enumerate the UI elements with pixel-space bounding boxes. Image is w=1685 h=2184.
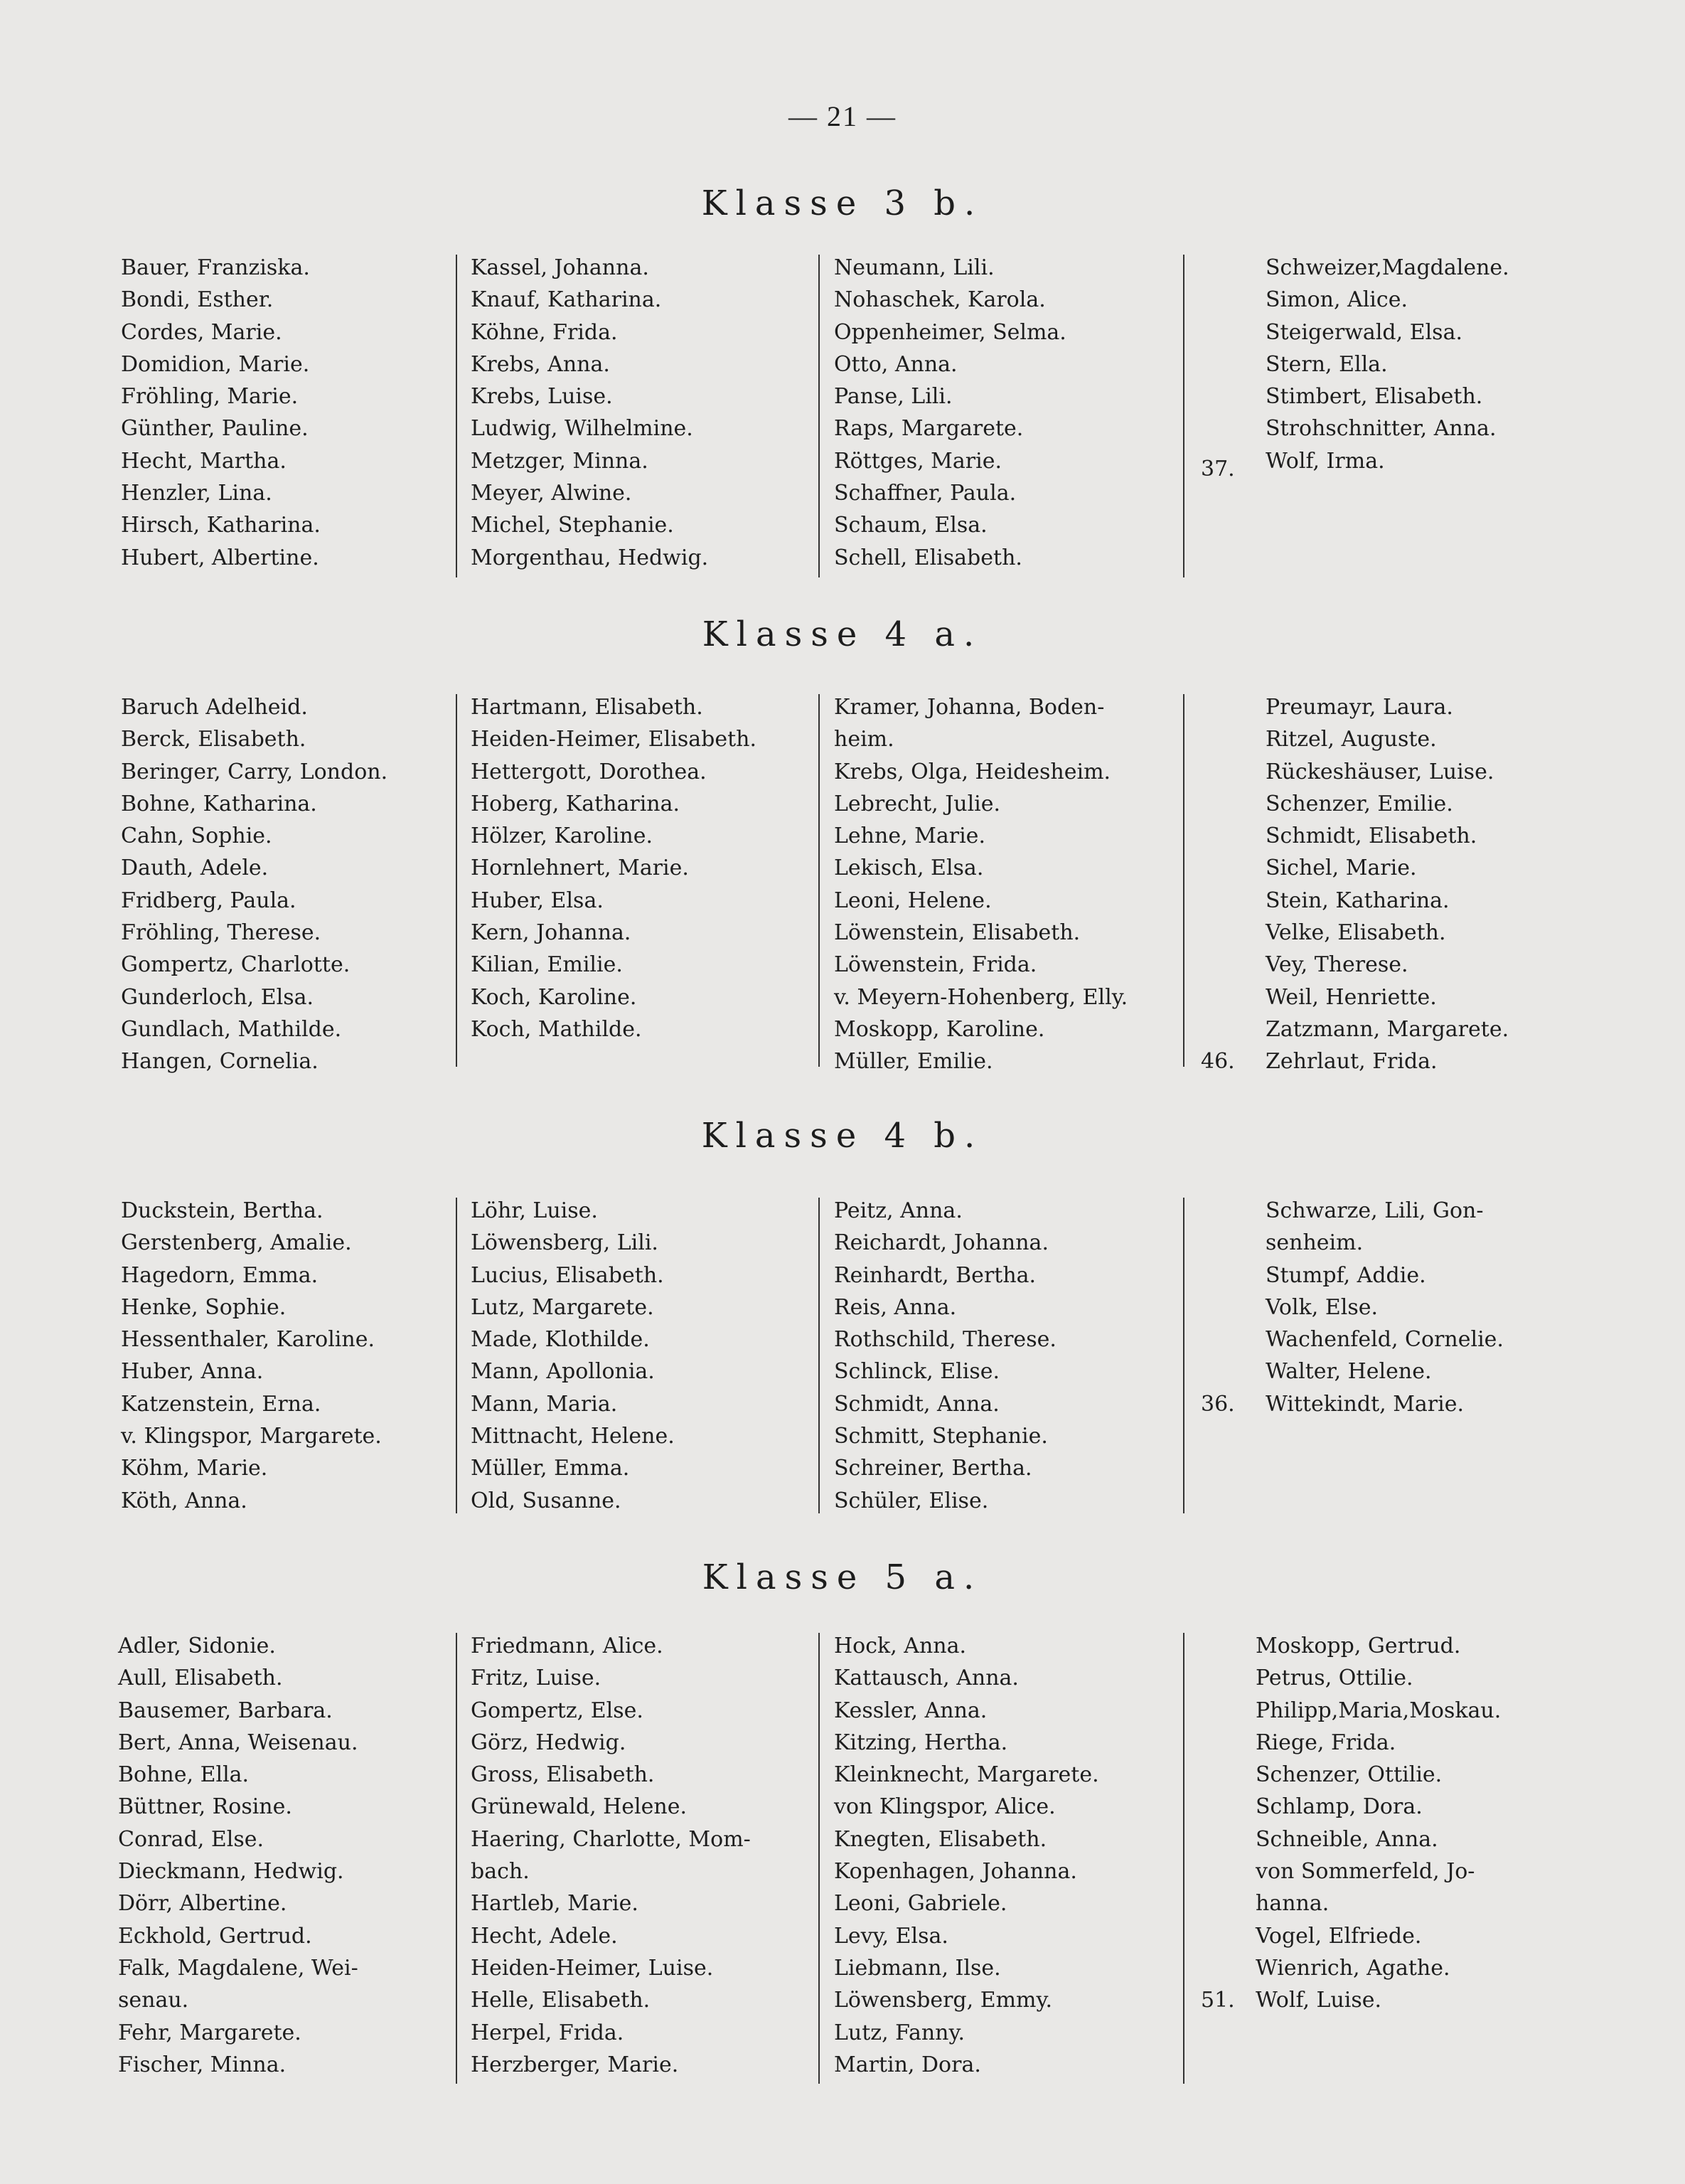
- name-entry: Mann, Apollonia.: [471, 1359, 655, 1385]
- section-title-klasse-4b: Klasse 4 b.: [701, 1116, 984, 1156]
- name-entry: Schwarze, Lili, Gon-: [1266, 1198, 1484, 1223]
- section-3b-count: 37.: [1201, 457, 1235, 481]
- name-entry: Otto, Anna.: [834, 351, 958, 377]
- column-divider: [1183, 694, 1184, 1067]
- name-entry: Bauer, Franziska.: [121, 255, 310, 280]
- name-entry: Berck, Elisabeth.: [121, 727, 306, 752]
- name-entry: Gross, Elisabeth.: [471, 1762, 655, 1788]
- name-entry: Gerstenberg, Amalie.: [121, 1230, 352, 1256]
- name-entry: Wolf, Irma.: [1266, 448, 1385, 474]
- name-entry: Gunderloch, Elsa.: [121, 984, 314, 1010]
- section-4b-count: 36.: [1201, 1392, 1235, 1417]
- name-entry: Kitzing, Hertha.: [834, 1730, 1008, 1755]
- section-4a-column-1: [121, 691, 387, 1078]
- section-4b-column-2: [471, 1195, 675, 1517]
- name-entry: Gompertz, Charlotte.: [121, 952, 351, 978]
- name-entry: Schreiner, Bertha.: [834, 1456, 1032, 1481]
- name-entry: Hirsch, Katharina.: [121, 513, 321, 538]
- column-divider: [456, 1633, 457, 2084]
- name-entry: Philipp,Maria,Moskau.: [1256, 1698, 1502, 1723]
- name-entry: Reinhardt, Bertha.: [834, 1262, 1037, 1288]
- name-entry: Hangen, Cornelia.: [121, 1049, 319, 1075]
- name-entry: Knauf, Katharina.: [471, 287, 662, 313]
- name-entry: Hartleb, Marie.: [471, 1891, 638, 1917]
- name-entry: Zehrlaut, Frida.: [1266, 1049, 1438, 1075]
- name-entry: Vey, Therese.: [1266, 952, 1408, 978]
- section-5a-column-1: [118, 1630, 358, 2081]
- column-divider: [818, 1633, 820, 2084]
- name-entry: Heiden-Heimer, Luise.: [471, 1955, 714, 1981]
- name-entry: Liebmann, Ilse.: [834, 1955, 1001, 1981]
- name-entry: Löwenstein, Frida.: [834, 952, 1037, 978]
- section-3b-column-2: [471, 252, 708, 574]
- name-entry: Leoni, Gabriele.: [834, 1891, 1007, 1917]
- name-entry: Hock, Anna.: [834, 1634, 967, 1658]
- name-entry: Grünewald, Helene.: [471, 1794, 688, 1820]
- name-entry: Büttner, Rosine.: [118, 1794, 292, 1820]
- name-entry: Metzger, Minna.: [471, 448, 648, 474]
- name-entry: Köhne, Frida.: [471, 319, 618, 345]
- name-entry: Görz, Hedwig.: [471, 1730, 626, 1755]
- name-entry: Levy, Elsa.: [834, 1923, 948, 1949]
- name-entry: Schüler, Elise.: [834, 1488, 989, 1513]
- name-entry: Schenzer, Ottilie.: [1256, 1762, 1443, 1788]
- name-entry: Kramer, Johanna, Boden-: [834, 695, 1105, 720]
- name-entry: Dieckmann, Hedwig.: [118, 1859, 344, 1885]
- section-4b-column-3: [834, 1195, 1057, 1517]
- name-entry: Katzenstein, Erna.: [121, 1391, 321, 1417]
- section-5a-column-2: [471, 1630, 751, 2081]
- name-entry: Lekisch, Elsa.: [834, 856, 984, 881]
- name-entry: Petrus, Ottilie.: [1256, 1666, 1413, 1691]
- name-entry: Lehne, Marie.: [834, 824, 985, 849]
- name-entry: Schaum, Elsa.: [834, 513, 988, 538]
- name-entry: Conrad, Else.: [118, 1826, 264, 1852]
- name-entry: Schlinck, Elise.: [834, 1359, 1000, 1385]
- name-entry: Huber, Anna.: [121, 1359, 264, 1385]
- name-entry: Strohschnitter, Anna.: [1266, 416, 1497, 442]
- name-entry: Fritz, Luise.: [471, 1666, 601, 1691]
- name-entry: Wachenfeld, Cornelie.: [1266, 1327, 1504, 1353]
- name-entry: Herpel, Frida.: [471, 2020, 624, 2045]
- name-entry: Made, Klothilde.: [471, 1327, 650, 1353]
- name-entry: Wienrich, Agathe.: [1256, 1955, 1450, 1981]
- name-entry: Vogel, Elfriede.: [1256, 1923, 1422, 1949]
- name-entry: Kessler, Anna.: [834, 1698, 988, 1723]
- name-entry: Velke, Elisabeth.: [1266, 920, 1446, 946]
- name-entry: Schmidt, Elisabeth.: [1266, 824, 1477, 849]
- name-entry: Kassel, Johanna.: [471, 255, 649, 280]
- name-entry: Bohne, Ella.: [118, 1762, 250, 1788]
- name-entry: Krebs, Luise.: [471, 384, 613, 410]
- name-entry: Mann, Maria.: [471, 1391, 618, 1417]
- name-entry: Hettergott, Dorothea.: [471, 759, 707, 784]
- name-entry: Bausemer, Barbara.: [118, 1698, 333, 1723]
- column-divider: [1183, 1198, 1184, 1513]
- name-entry: Nohaschek, Karola.: [834, 287, 1046, 313]
- column-divider: [456, 1198, 457, 1513]
- name-entry: Haering, Charlotte, Mom-: [471, 1826, 751, 1852]
- name-entry: Henke, Sophie.: [121, 1294, 287, 1320]
- name-entry: Krebs, Anna.: [471, 351, 610, 377]
- section-5a-count: 51.: [1201, 1988, 1235, 2013]
- section-5a-column-4: [1256, 1630, 1501, 2017]
- name-entry: Riege, Frida.: [1256, 1730, 1396, 1755]
- name-entry: Simon, Alice.: [1266, 287, 1408, 313]
- section-title-klasse-3b: Klasse 3 b.: [701, 183, 984, 223]
- name-entry: Kattausch, Anna.: [834, 1666, 1019, 1691]
- name-entry: Schneible, Anna.: [1256, 1826, 1438, 1852]
- name-entry: Aull, Elisabeth.: [118, 1666, 283, 1691]
- name-entry: Michel, Stephanie.: [471, 513, 674, 538]
- name-entry: Neumann, Lili.: [834, 255, 995, 280]
- name-entry: Stern, Ella.: [1266, 351, 1388, 377]
- name-entry: Bohne, Katharina.: [121, 791, 317, 816]
- name-entry: Schlamp, Dora.: [1256, 1794, 1423, 1820]
- name-entry: Walter, Helene.: [1266, 1359, 1432, 1385]
- column-divider: [818, 1198, 820, 1513]
- name-entry: Gompertz, Else.: [471, 1698, 643, 1723]
- name-entry: Weil, Henriette.: [1266, 984, 1437, 1010]
- name-entry: Reichardt, Johanna.: [834, 1230, 1049, 1256]
- column-divider: [456, 694, 457, 1067]
- section-title-klasse-5a: Klasse 5 a.: [702, 1557, 983, 1597]
- name-entry: Schmidt, Anna.: [834, 1391, 1000, 1417]
- name-entry: Fröhling, Therese.: [121, 920, 321, 946]
- name-entry: Hagedorn, Emma.: [121, 1262, 319, 1288]
- name-entry: Schweizer,Magdalene.: [1266, 255, 1509, 280]
- name-entry: Lutz, Fanny.: [834, 2020, 965, 2045]
- section-4b-column-1: [121, 1195, 382, 1517]
- name-entry: Krebs, Olga, Heidesheim.: [834, 759, 1111, 784]
- name-entry: Köth, Anna.: [121, 1488, 247, 1513]
- name-entry: Beringer, Carry, London.: [121, 759, 388, 784]
- name-entry: Müller, Emilie.: [834, 1049, 993, 1075]
- name-entry: Fehr, Margarete.: [118, 2020, 301, 2045]
- name-entry: Huber, Elsa.: [471, 888, 604, 913]
- name-entry: Kern, Johanna.: [471, 920, 631, 946]
- name-entry: Stein, Katharina.: [1266, 888, 1450, 913]
- name-entry: Hecht, Martha.: [121, 448, 287, 474]
- name-entry: Lucius, Elisabeth.: [471, 1262, 664, 1288]
- name-entry: Schaffner, Paula.: [834, 481, 1017, 506]
- name-entry: Knegten, Elisabeth.: [834, 1826, 1047, 1852]
- name-entry: Fridberg, Paula.: [121, 888, 296, 913]
- name-entry: Zatzmann, Margarete.: [1266, 1016, 1509, 1042]
- name-entry: Leoni, Helene.: [834, 888, 992, 913]
- section-3b-column-4: [1266, 252, 1509, 477]
- section-4b-column-4: [1266, 1195, 1504, 1420]
- section-4a-column-4: [1266, 691, 1509, 1078]
- section-title-klasse-4a: Klasse 4 a.: [702, 614, 983, 654]
- section-4a-column-2: [471, 691, 756, 1045]
- section-3b-column-3: [834, 252, 1066, 574]
- name-entry: Rothschild, Therese.: [834, 1327, 1057, 1353]
- name-entry: Köhm, Marie.: [121, 1456, 268, 1481]
- name-entry: Sichel, Marie.: [1266, 856, 1417, 881]
- name-entry: Duckstein, Bertha.: [121, 1198, 323, 1223]
- name-entry: Dauth, Adele.: [121, 856, 269, 881]
- name-entry: Hornlehnert, Marie.: [471, 856, 689, 881]
- name-entry: Raps, Margarete.: [834, 416, 1024, 442]
- name-entry: Koch, Mathilde.: [471, 1016, 642, 1042]
- name-entry: Ritzel, Auguste.: [1266, 727, 1437, 752]
- name-entry: Moskopp, Karoline.: [834, 1016, 1045, 1042]
- name-entry: Röttges, Marie.: [834, 448, 1002, 474]
- name-entry: Panse, Lili.: [834, 384, 953, 410]
- name-entry: Eckhold, Gertrud.: [118, 1923, 312, 1949]
- name-entry: von Klingspor, Alice.: [834, 1794, 1056, 1820]
- name-entry: hanna.: [1256, 1891, 1330, 1917]
- name-entry: heim.: [834, 727, 894, 752]
- name-entry: v. Klingspor, Margarete.: [121, 1424, 382, 1449]
- name-entry: Meyer, Alwine.: [471, 481, 632, 506]
- name-entry: Rückeshäuser, Luise.: [1266, 759, 1494, 784]
- name-entry: Old, Susanne.: [471, 1488, 621, 1513]
- name-entry: Müller, Emma.: [471, 1456, 630, 1481]
- name-entry: Steigerwald, Elsa.: [1266, 319, 1463, 345]
- name-entry: Adler, Sidonie.: [118, 1634, 276, 1658]
- name-entry: Lebrecht, Julie.: [834, 791, 1001, 816]
- name-entry: Oppenheimer, Selma.: [834, 319, 1066, 345]
- section-5a-column-3: [834, 1630, 1099, 2081]
- name-entry: Friedmann, Alice.: [471, 1634, 663, 1658]
- name-entry: Baruch Adelheid.: [121, 695, 308, 720]
- name-entry: Hölzer, Karoline.: [471, 824, 653, 849]
- name-entry: Preumayr, Laura.: [1266, 695, 1453, 720]
- column-divider: [818, 255, 820, 577]
- section-3b-column-1: [121, 252, 321, 574]
- name-entry: von Sommerfeld, Jo-: [1256, 1859, 1475, 1885]
- column-divider: [1183, 255, 1184, 577]
- name-entry: Stumpf, Addie.: [1266, 1262, 1426, 1288]
- name-entry: Hecht, Adele.: [471, 1923, 618, 1949]
- name-entry: Löhr, Luise.: [471, 1198, 598, 1223]
- name-entry: Bert, Anna, Weisenau.: [118, 1730, 358, 1755]
- name-entry: Herzberger, Marie.: [471, 2052, 679, 2077]
- section-4a-column-3: [834, 691, 1128, 1078]
- name-entry: Schenzer, Emilie.: [1266, 791, 1453, 816]
- name-entry: senheim.: [1266, 1230, 1364, 1256]
- name-entry: Günther, Pauline.: [121, 416, 309, 442]
- name-entry: Moskopp, Gertrud.: [1256, 1634, 1461, 1658]
- name-entry: Henzler, Lina.: [121, 481, 272, 506]
- name-entry: Stimbert, Elisabeth.: [1266, 384, 1483, 410]
- name-entry: Löwenstein, Elisabeth.: [834, 920, 1081, 946]
- name-entry: Kopenhagen, Johanna.: [834, 1859, 1077, 1885]
- column-divider: [456, 255, 457, 577]
- name-entry: Domidion, Marie.: [121, 351, 310, 377]
- name-entry: Hartmann, Elisabeth.: [471, 695, 703, 720]
- name-entry: Ludwig, Wilhelmine.: [471, 416, 693, 442]
- name-entry: v. Meyern-Hohenberg, Elly.: [834, 984, 1128, 1010]
- name-entry: bach.: [471, 1859, 530, 1885]
- name-entry: Hoberg, Katharina.: [471, 791, 680, 816]
- name-entry: Cahn, Sophie.: [121, 824, 272, 849]
- name-entry: Kilian, Emilie.: [471, 952, 623, 978]
- name-entry: Martin, Dora.: [834, 2052, 981, 2077]
- name-entry: Fischer, Minna.: [118, 2052, 287, 2077]
- name-entry: Löwensberg, Emmy.: [834, 1988, 1053, 2013]
- name-entry: Kleinknecht, Margarete.: [834, 1762, 1099, 1788]
- name-entry: Heiden-Heimer, Elisabeth.: [471, 727, 756, 752]
- name-entry: Schell, Elisabeth.: [834, 545, 1022, 570]
- name-entry: Mittnacht, Helene.: [471, 1424, 675, 1449]
- name-entry: senau.: [118, 1988, 189, 2013]
- section-4a-count: 46.: [1201, 1049, 1235, 1074]
- name-entry: Falk, Magdalene, Wei-: [118, 1955, 358, 1981]
- column-divider: [1183, 1633, 1184, 2084]
- name-entry: Peitz, Anna.: [834, 1198, 963, 1223]
- name-entry: Hubert, Albertine.: [121, 545, 319, 570]
- name-entry: Cordes, Marie.: [121, 319, 282, 345]
- name-entry: Gundlach, Mathilde.: [121, 1016, 342, 1042]
- name-entry: Schmitt, Stephanie.: [834, 1424, 1048, 1449]
- name-entry: Wittekindt, Marie.: [1266, 1391, 1465, 1417]
- name-entry: Helle, Elisabeth.: [471, 1988, 651, 2013]
- name-entry: Dörr, Albertine.: [118, 1891, 287, 1917]
- name-entry: Fröhling, Marie.: [121, 384, 299, 410]
- name-entry: Löwensberg, Lili.: [471, 1230, 658, 1256]
- name-entry: Hessenthaler, Karoline.: [121, 1327, 375, 1353]
- name-entry: Wolf, Luise.: [1256, 1988, 1382, 2013]
- name-entry: Morgenthau, Hedwig.: [471, 545, 709, 570]
- name-entry: Bondi, Esther.: [121, 287, 274, 313]
- name-entry: Lutz, Margarete.: [471, 1294, 654, 1320]
- page-number: — 21 —: [788, 100, 897, 132]
- name-entry: Volk, Else.: [1266, 1294, 1378, 1320]
- name-entry: Koch, Karoline.: [471, 984, 637, 1010]
- column-divider: [818, 694, 820, 1067]
- name-entry: Reis, Anna.: [834, 1294, 957, 1320]
